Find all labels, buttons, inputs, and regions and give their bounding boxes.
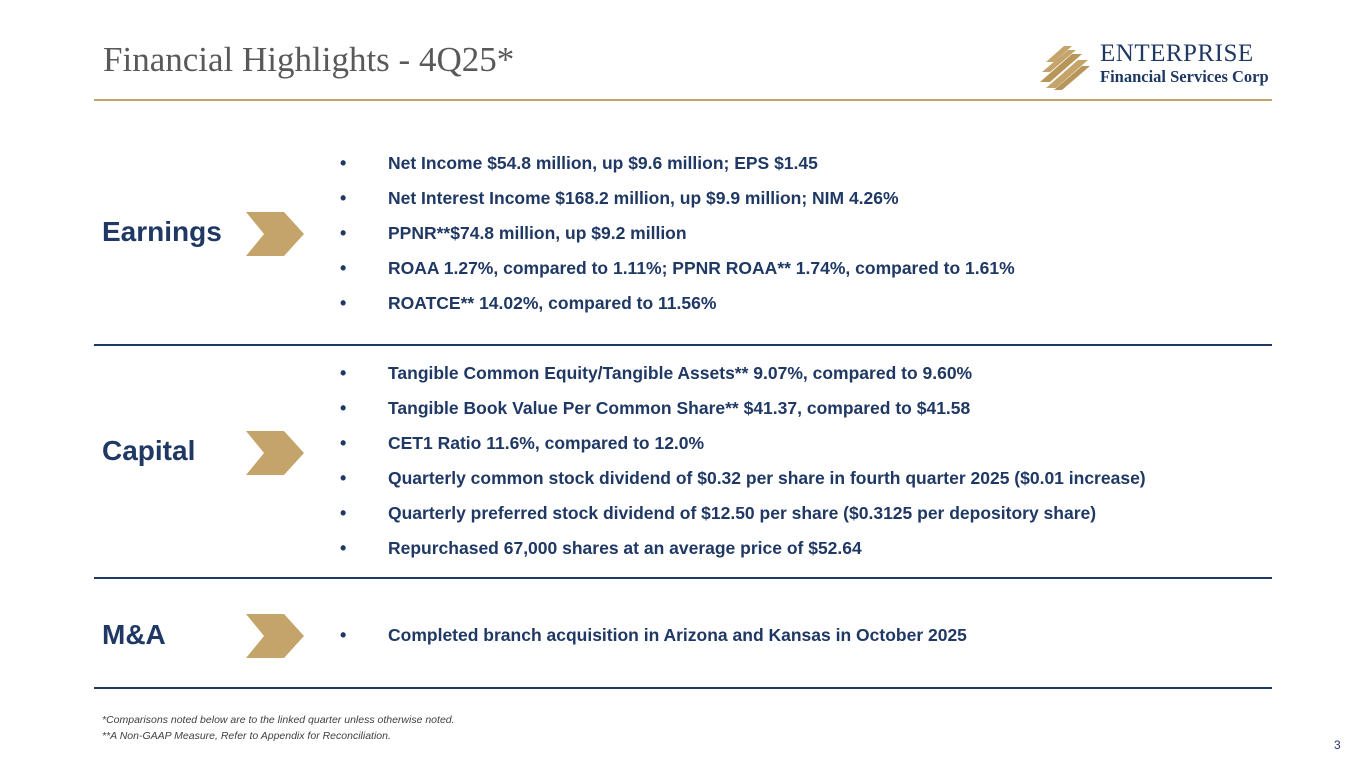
list-item: • Completed branch acquisition in Arizona and Kansas in October 2025 bbox=[338, 618, 967, 653]
list-item: • ROAA 1.27%, compared to 1.11%; PPNR ROAA** 1.74%, compared to 1.61% bbox=[338, 251, 1015, 286]
logo-mark-icon bbox=[1038, 42, 1094, 92]
list-item: • Repurchased 67,000 shares at an average price of $52.64 bbox=[338, 531, 1146, 566]
company-logo bbox=[1038, 40, 1278, 92]
logo-company-name: ENTERPRISE bbox=[1100, 40, 1254, 67]
footnote-non-gaap: **A Non-GAAP Measure, Refer to Appendix for Reconciliation. bbox=[102, 730, 391, 742]
bullet-icon: • bbox=[340, 538, 347, 558]
chevron-right-icon bbox=[246, 431, 304, 475]
section-divider bbox=[94, 344, 1272, 346]
list-item: • CET1 Ratio 11.6%, compared to 12.0% bbox=[338, 426, 1146, 461]
section-label-capital: Capital bbox=[102, 435, 196, 466]
section-label-ma: M&A bbox=[102, 619, 166, 650]
list-item: • Quarterly common stock dividend of $0.32 per share in fourth quarter 2025 ($0.01 increase) bbox=[338, 461, 1146, 496]
bullet-icon: • bbox=[340, 503, 347, 523]
section-divider bbox=[94, 687, 1272, 689]
list-item: • Tangible Book Value Per Common Share** $41.37, compared to $41.58 bbox=[338, 391, 1146, 426]
list-item: • ROATCE** 14.02%, compared to 11.56% bbox=[338, 286, 1015, 321]
list-item: • Net Interest Income $168.2 million, up $9.9 million; NIM 4.26% bbox=[338, 181, 1015, 216]
chevron-right-icon bbox=[246, 614, 304, 658]
bullet-icon: • bbox=[340, 188, 347, 208]
list-item: • PPNR**$74.8 million, up $9.2 million bbox=[338, 216, 1015, 251]
bullet-icon: • bbox=[340, 433, 347, 453]
page-title: Financial Highlights - 4Q25* bbox=[103, 40, 515, 79]
chevron-right-icon bbox=[246, 212, 304, 256]
bullet-icon: • bbox=[340, 468, 347, 488]
bullet-icon: • bbox=[340, 258, 347, 278]
bullet-icon: • bbox=[340, 293, 347, 313]
section-label-earnings: Earnings bbox=[102, 216, 222, 247]
bullet-icon: • bbox=[340, 153, 347, 173]
bullet-icon: • bbox=[340, 363, 347, 383]
title-divider bbox=[94, 99, 1272, 101]
section-divider bbox=[94, 577, 1272, 579]
capital-bullet-list bbox=[338, 356, 1146, 566]
page-number: 3 bbox=[1334, 738, 1341, 752]
logo-company-subtitle: Financial Services Corp bbox=[1100, 67, 1269, 86]
bullet-icon: • bbox=[340, 223, 347, 243]
ma-bullet-list bbox=[338, 618, 967, 653]
bullet-icon: • bbox=[340, 398, 347, 418]
bullet-icon: • bbox=[340, 625, 347, 645]
footnote-comparisons: *Comparisons noted below are to the linked quarter unless otherwise noted. bbox=[102, 714, 455, 726]
list-item: • Net Income $54.8 million, up $9.6 million; EPS $1.45 bbox=[338, 146, 1015, 181]
list-item: • Quarterly preferred stock dividend of $12.50 per share ($0.3125 per depository share) bbox=[338, 496, 1146, 531]
list-item: • Tangible Common Equity/Tangible Assets** 9.07%, compared to 9.60% bbox=[338, 356, 1146, 391]
earnings-bullet-list bbox=[338, 146, 1015, 321]
